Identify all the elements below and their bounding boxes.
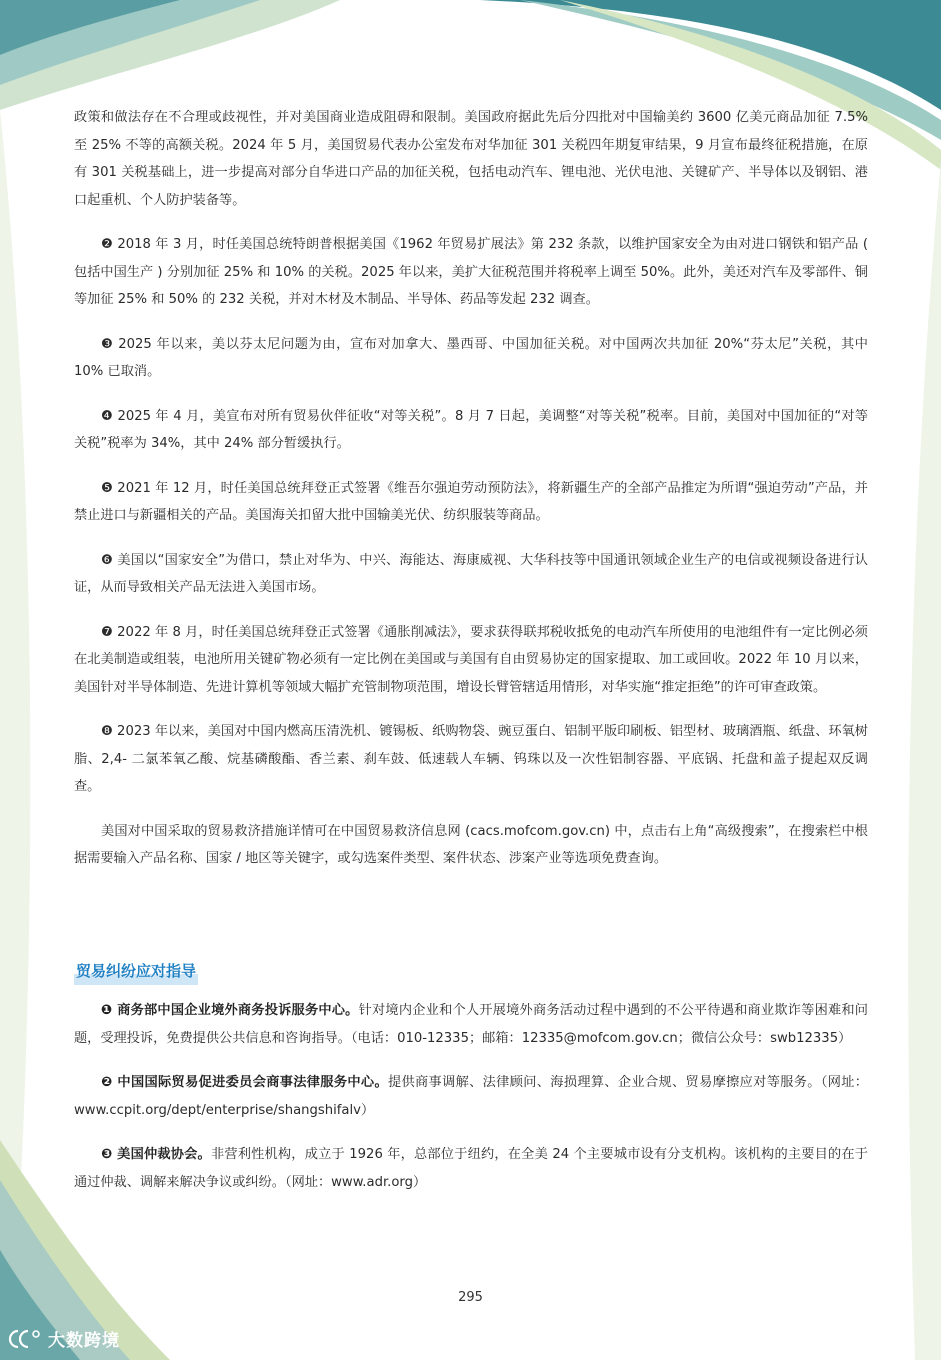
watermark-text: 大数跨境: [48, 1331, 120, 1351]
page-number: 295: [458, 1290, 483, 1305]
paragraph-item-6: ❻ 美国以“国家安全”为借口，禁止对华为、中兴、海能达、海康威视、大华科技等中国通讯领域企业生产的电信或视频设备进行认证，从而导致相关产品无法进入美国市场。: [74, 552, 868, 595]
guidance-item-3-text: 非营利性机构，成立于 1926 年，总部位于纽约，在全美 24 个主要城市设有分支机构。该机构的主要目的在于通过仲裁、调解来解决争议或纠纷。（网址：www.adr.org）: [74, 1147, 868, 1190]
guidance-item-3: [74, 1141, 868, 1196]
guidance-item-3-heading: ❸ 美国仲裁协会。: [101, 1147, 211, 1162]
paragraph-intro: 政策和做法存在不合理或歧视性，并对美国商业造成阻碍和限制。美国政府据此先后分四批对中国输美约 3600 亿美元商品加征 7.5% 至 25% 不等的高额关税。2024 年 5 月，美国贸易代表办公室发布对华加征 301 关税四年期复审结果，9 月宣布最终征税措施，在原有 301 关税基础上，进一步提高对部分自华进口产品的加征关税，包括电动汽车、锂电池、光伏电池、关键矿产、半导体以及钢铝、港口起重机、个人防护装备等。: [74, 110, 868, 208]
paragraph-item-8: ❽ 2023 年以来，美国对中国内燃高压清洗机、镀锡板、纸购物袋、豌豆蛋白、铝制平版印刷板、铝型材、玻璃酒瓶、纸盘、环氧树脂、2,4- 二氯苯氧乙酸、烷基磷酸酯、香兰素、刹车鼓、低速载人车辆、钨珠以及一次性铝制容器、平底锅、托盘和盖子提起双反调查。: [74, 724, 868, 794]
paragraph-item-4: ❹ 2025 年 4 月，美宣布对所有贸易伙伴征收“对等关税”。8 月 7 日起，美调整“对等关税”税率。目前，美国对中国加征的“对等关税”税率为 34%，其中 24% 部分暂缓执行。: [74, 408, 868, 451]
ccpit-logo-icon: [8, 1328, 42, 1350]
guidance-item-1: [74, 997, 868, 1052]
paragraph-item-2: ❷ 2018 年 3 月，时任美国总统特朗普根据美国《1962 年贸易扩展法》第 232 条款，以维护国家安全为由对进口钢铁和铝产品 ( 包括中国生产 ) 分别加征 25% 和 10% 的关税。2025 年以来，美扩大征税范围并将税率上调至 50%。此外，美还对汽车及零部件、铜等加征 25% 和 50% 的 232 关税，并对木材及木制品、半导体、药品等发起 232 调查。: [74, 237, 868, 307]
guidance-item-2-text: 提供商事调解、法律顾问、海损理算、企业合规、贸易摩擦应对等服务。（网址：www.ccpit.org/dept/enterprise/shangshifalv）: [74, 1075, 868, 1118]
guidance-item-2-heading: ❷ 中国国际贸易促进委员会商事法律服务中心。: [101, 1075, 388, 1090]
section-title: 贸易纠纷应对指导: [74, 958, 198, 986]
paragraph-item-5: ❺ 2021 年 12 月，时任美国总统拜登正式签署《维吾尔强迫劳动预防法》，将新疆生产的全部产品推定为所谓“强迫劳动”产品，并禁止进口与新疆相关的产品。美国海关扣留大批中国输美光伏、纺织服装等商品。: [74, 480, 868, 523]
paragraph-search-info: 美国对中国采取的贸易救济措施详情可在中国贸易救济信息网 (cacs.mofcom.gov.cn) 中，点击右上角“高级搜索”，在搜索栏中根据需要输入产品名称、国家 / 地区等关键字，或勾选案件类型、案件状态、涉案产业等选项免费查询。: [74, 823, 868, 866]
main-content: [74, 104, 868, 1213]
guidance-item-2: [74, 1069, 868, 1124]
watermark: [8, 1326, 120, 1351]
paragraph-item-3: ❸ 2025 年以来，美以芬太尼问题为由，宣布对加拿大、墨西哥、中国加征关税。对中国两次共加征 20%“芬太尼”关税，其中 10% 已取消。: [74, 336, 868, 379]
paragraph-item-7: ❼ 2022 年 8 月，时任美国总统拜登正式签署《通胀削减法》，要求获得联邦税收抵免的电动汽车所使用的电池组件有一定比例必须在北美制造或组装，电池所用关键矿物必须有一定比例在美国或与美国有自由贸易协定的国家提取、加工或回收。2022 年 10 月以来，美国针对半导体制造、先进计算机等领域大幅扩充管制物项范围，增设长臂管辖适用情形，对华实施“推定拒绝”的许可审查政策。: [74, 624, 868, 695]
guidance-item-1-heading: ❶ 商务部中国企业境外商务投诉服务中心。: [101, 1003, 359, 1018]
guidance-item-1-text: 针对境内企业和个人开展境外商务活动过程中遇到的不公平待遇和商业欺诈等困难和问题，受理投诉，免费提供公共信息和咨询指导。（电话：010-12335；邮箱：12335@mofcom.gov.cn；微信公众号：swb12335）: [74, 1003, 868, 1046]
